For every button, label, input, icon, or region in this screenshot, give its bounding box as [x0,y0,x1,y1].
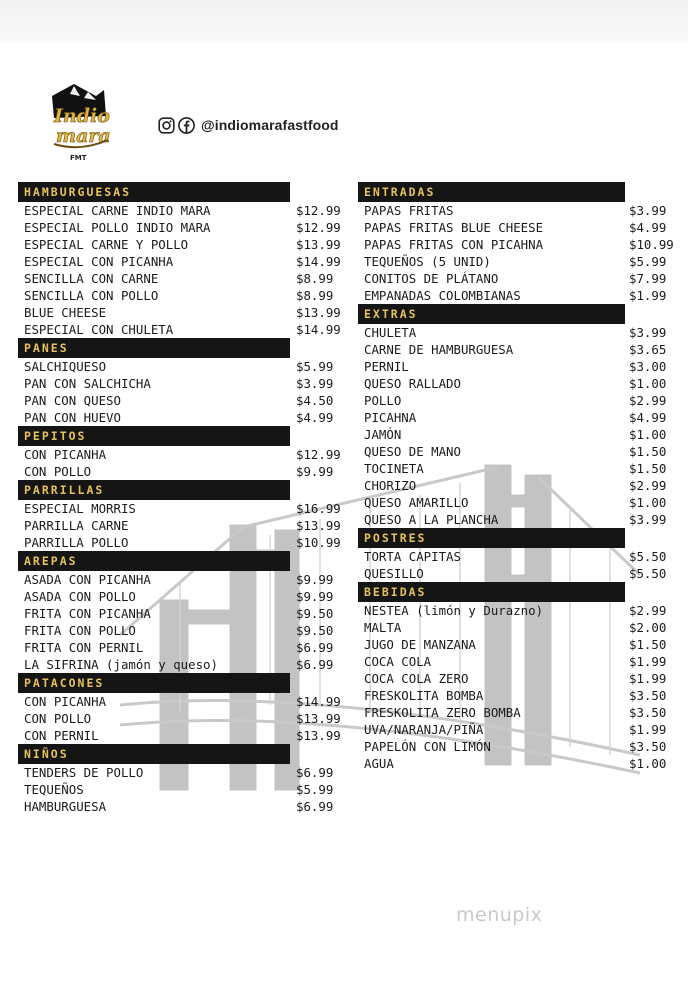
menu-item [18,392,350,409]
section-header: HAMBURGUESAS [18,182,290,202]
item-price: $1.00 [629,376,667,391]
menu-section [18,182,350,338]
item-price: $13.99 [296,237,341,252]
menu-item [358,253,684,270]
logo-sub: FMT [70,154,87,162]
item-name: PAPAS FRITAS CON PICAHNA [364,237,544,252]
menu-item [18,236,350,253]
item-name: COCA COLA ZERO [364,671,469,686]
menu-item [358,219,684,236]
menu-column-right [358,182,684,772]
item-price: $3.65 [629,342,667,357]
item-name: QUESO RALLADO [364,376,461,391]
section-header: ENTRADAS [358,182,625,202]
item-price: $5.99 [296,359,334,374]
item-price: $2.99 [629,393,667,408]
item-name: PAN CON QUESO [24,393,121,408]
item-price: $6.99 [296,657,334,672]
item-name: SENCILLA CON CARNE [24,271,159,286]
item-price: $1.00 [629,427,667,442]
section-header: PATACONES [18,673,290,693]
item-price: $3.50 [629,739,667,754]
menu-item [358,738,684,755]
menu-item [18,375,350,392]
menu-item [18,571,350,588]
menu-item [358,392,684,409]
item-price: $5.99 [296,782,334,797]
logo-word-2: mara [56,125,111,147]
menu-item [18,605,350,622]
item-name: CONITOS DE PLÁTANO [364,271,499,286]
section-header: PEPITOS [18,426,290,446]
item-price: $9.99 [296,464,334,479]
item-price: $12.99 [296,220,341,235]
item-name: ESPECIAL CARNE INDIO MARA [24,203,211,218]
menu-item [18,321,350,338]
menu-item [358,287,684,304]
facebook-icon[interactable] [178,117,195,134]
menu-item [358,477,684,494]
menu-item [358,704,684,721]
menu-item [18,798,350,815]
menu-item [18,500,350,517]
item-name: CON PERNIL [24,728,99,743]
item-name: ESPECIAL CON PICANHA [24,254,174,269]
section-header: PARRILLAS [18,480,290,500]
menu-section [358,582,684,772]
menu-section [18,338,350,426]
menu-item [18,463,350,480]
menu-item [18,202,350,219]
menu-item [18,639,350,656]
menu-item [358,426,684,443]
item-price: $14.99 [296,322,341,337]
item-price: $1.99 [629,722,667,737]
item-name: ASADA CON PICANHA [24,572,151,587]
watermark: menupix [456,904,543,926]
menu-item [18,253,350,270]
item-name: QUESO A LA PLANCHA [364,512,499,527]
item-price: $14.99 [296,694,341,709]
item-name: MALTA [364,620,402,635]
menu-item [18,781,350,798]
item-price: $13.99 [296,711,341,726]
menu-item [358,565,684,582]
menu-item [358,341,684,358]
item-name: ASADA CON POLLO [24,589,136,604]
logo-word-1: Indio [54,105,110,127]
menu-item [358,755,684,772]
item-price: $14.99 [296,254,341,269]
menu-section [18,480,350,551]
item-price: $1.00 [629,756,667,771]
brand-logo [44,82,116,166]
menu-item [358,236,684,253]
item-price: $6.99 [296,799,334,814]
menu-item [358,602,684,619]
item-price: $1.99 [629,671,667,686]
item-price: $13.99 [296,728,341,743]
item-name: PAN CON SALCHICHA [24,376,151,391]
item-price: $8.99 [296,288,334,303]
menu-section [18,744,350,815]
menu-item [18,409,350,426]
item-price: $9.99 [296,589,334,604]
section-header: PANES [18,338,290,358]
item-price: $5.50 [629,566,667,581]
section-header: BEBIDAS [358,582,625,602]
item-price: $13.99 [296,518,341,533]
item-name: JAMÓN [364,427,402,442]
menu-section [18,426,350,480]
menu-item [358,358,684,375]
item-price: $4.99 [629,410,667,425]
item-name: CHORIZO [364,478,417,493]
item-price: $5.99 [629,254,667,269]
item-name: PAPAS FRITAS [364,203,454,218]
menu-item [18,727,350,744]
menu-item [358,636,684,653]
item-price: $9.50 [296,606,334,621]
item-price: $4.99 [629,220,667,235]
item-name: POLLO [364,393,402,408]
item-name: HAMBURGUESA [24,799,107,814]
menu-column-left [18,182,350,815]
item-name: CON POLLO [24,711,92,726]
menu-item [18,588,350,605]
item-name: FRESKOLITA BOMBA [364,688,484,703]
item-price: $4.99 [296,410,334,425]
item-name: QUESO DE MANO [364,444,461,459]
menu-item [358,443,684,460]
menu-item [18,517,350,534]
top-band [0,0,688,42]
item-name: FRESKOLITA ZERO BOMBA [364,705,521,720]
menu-item [18,446,350,463]
menu-item [18,622,350,639]
instagram-icon[interactable] [158,117,175,134]
item-price: $2.99 [629,603,667,618]
item-name: PICAHNA [364,410,417,425]
item-name: CON PICANHA [24,694,107,709]
item-name: ESPECIAL CON CHULETA [24,322,174,337]
menu-item [18,358,350,375]
item-price: $3.50 [629,688,667,703]
item-name: PAPELÓN CON LIMÓN [364,739,491,754]
item-name: PERNIL [364,359,409,374]
item-name: PARRILLA CARNE [24,518,129,533]
item-price: $12.99 [296,203,341,218]
menu-item [358,511,684,528]
menu-item [358,721,684,738]
menu-item [358,375,684,392]
menu-item [18,764,350,781]
item-price: $6.99 [296,640,334,655]
item-name: ESPECIAL CARNE Y POLLO [24,237,189,252]
item-price: $3.99 [629,203,667,218]
item-name: QUESILLO [364,566,424,581]
item-name: PAPAS FRITAS BLUE CHEESE [364,220,544,235]
menu-item [358,653,684,670]
item-name: LA SIFRINA (jamón y queso) [24,657,218,672]
item-price: $7.99 [629,271,667,286]
item-price: $3.00 [629,359,667,374]
item-price: $16.99 [296,501,341,516]
menu-item [358,324,684,341]
item-price: $10.99 [296,535,341,550]
item-name: TEQUEÑOS [24,782,84,797]
item-name: SENCILLA CON POLLO [24,288,159,303]
item-name: PAN CON HUEVO [24,410,121,425]
item-price: $3.99 [296,376,334,391]
item-price: $1.99 [629,288,667,303]
menu-item [358,687,684,704]
item-name: ESPECIAL POLLO INDIO MARA [24,220,211,235]
item-price: $9.99 [296,572,334,587]
menu-item [358,670,684,687]
menu-item [18,710,350,727]
section-header: AREPAS [18,551,290,571]
item-price: $1.50 [629,461,667,476]
item-price: $6.99 [296,765,334,780]
item-price: $1.50 [629,637,667,652]
item-name: CON PICANHA [24,447,107,462]
item-price: $8.99 [296,271,334,286]
item-name: CHULETA [364,325,417,340]
menu-item [18,219,350,236]
item-name: TEQUEÑOS (5 UNID) [364,254,491,269]
menu-item [358,548,684,565]
item-name: ESPECIAL MORRIS [24,501,136,516]
item-name: FRITA CON PICANHA [24,606,151,621]
item-price: $9.50 [296,623,334,638]
menu-item [18,656,350,673]
item-price: $13.99 [296,305,341,320]
item-name: PARRILLA POLLO [24,535,129,550]
menu-item [358,202,684,219]
menu-section [358,528,684,582]
menu-section [18,673,350,744]
item-name: NESTEA (limón y Durazno) [364,603,544,618]
menu-item [358,409,684,426]
item-price: $10.99 [629,237,674,252]
menu-section [358,304,684,528]
item-price: $5.50 [629,549,667,564]
menu-item [358,619,684,636]
menu-item [358,494,684,511]
menu-section [18,551,350,673]
menu-item [18,270,350,287]
menu-item [18,534,350,551]
item-name: CARNE DE HAMBURGUESA [364,342,514,357]
section-header: NIÑOS [18,744,290,764]
item-price: $2.99 [629,478,667,493]
item-name: AGUA [364,756,394,771]
item-name: JUGO DE MANZANA [364,637,476,652]
item-name: TOCINETA [364,461,424,476]
item-price: $12.99 [296,447,341,462]
item-name: EMPANADAS COLOMBIANAS [364,288,521,303]
item-name: QUESO AMARILLO [364,495,469,510]
item-price: $3.99 [629,512,667,527]
section-header: EXTRAS [358,304,625,324]
item-name: BLUE CHEESE [24,305,107,320]
social-handle[interactable]: @indiomarafastfood [201,117,339,133]
item-price: $4.50 [296,393,334,408]
section-header: POSTRES [358,528,625,548]
item-name: TORTA CAPITAS [364,549,461,564]
item-price: $1.50 [629,444,667,459]
item-name: COCA COLA [364,654,432,669]
item-name: SALCHIQUESO [24,359,107,374]
item-name: TENDERS DE POLLO [24,765,144,780]
item-price: $3.99 [629,325,667,340]
item-price: $2.00 [629,620,667,635]
item-price: $1.99 [629,654,667,669]
menu-section [358,182,684,304]
social-bar [158,114,339,136]
menu-item [358,460,684,477]
item-price: $3.50 [629,705,667,720]
menu-item [18,304,350,321]
item-name: UVA/NARANJA/PIÑA [364,722,484,737]
menu-item [18,693,350,710]
item-name: FRITA CON PERNIL [24,640,144,655]
item-price: $1.00 [629,495,667,510]
item-name: FRITA CON POLLO [24,623,136,638]
menu-item [18,287,350,304]
item-name: CON POLLO [24,464,92,479]
menu-item [358,270,684,287]
